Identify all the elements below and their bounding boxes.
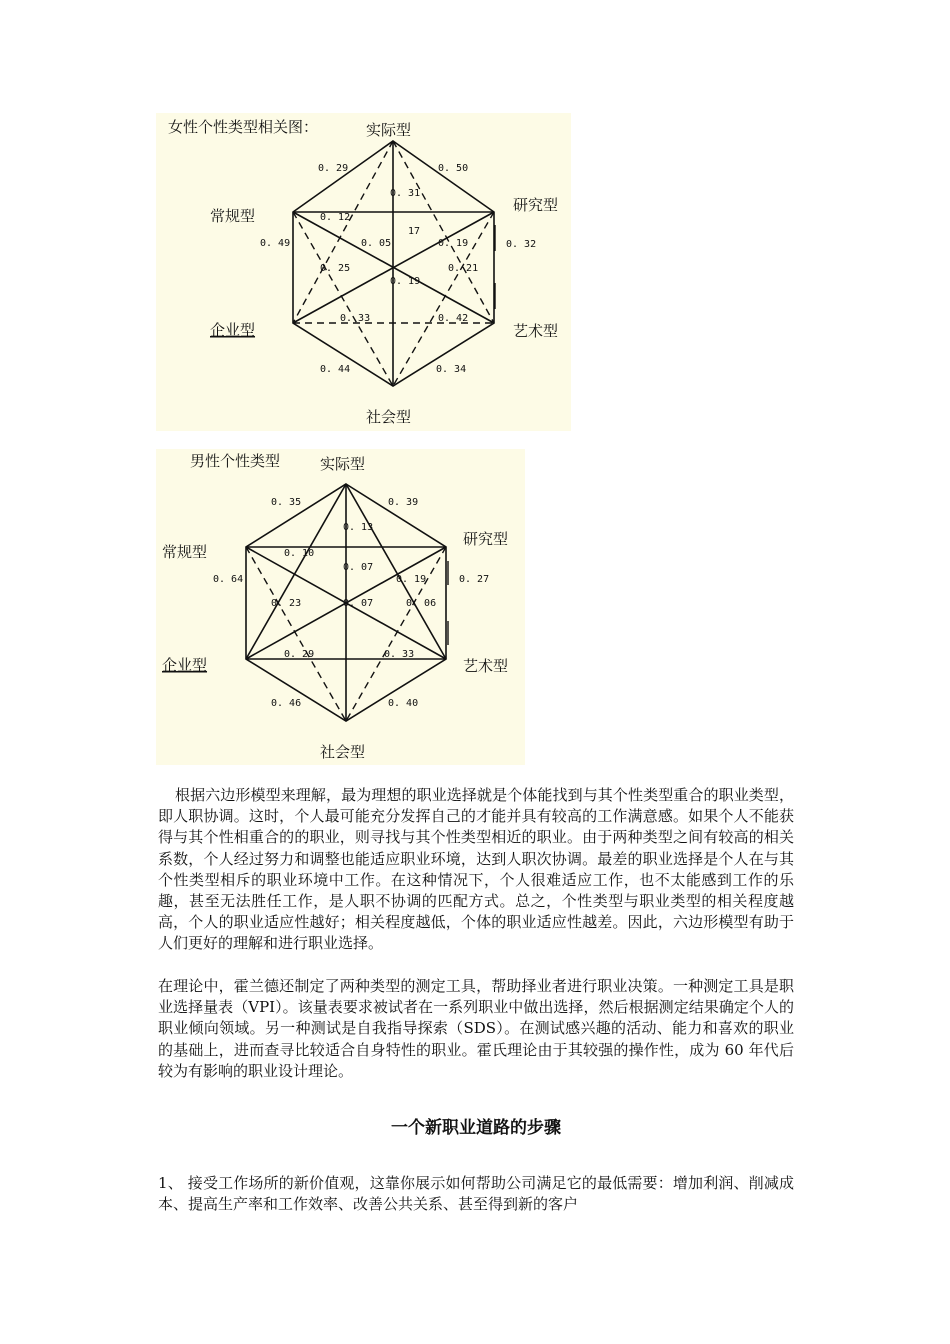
- female-corr-c-i: 0. 12: [320, 212, 351, 223]
- male-label-realistic: 实际型: [320, 455, 366, 473]
- male-label-social: 社会型: [320, 743, 366, 761]
- male-corr-e-r: 0. 23: [271, 598, 302, 609]
- section-heading: 一个新职业道路的步骤: [391, 1118, 561, 1138]
- female-corr-c-a: 0. 19: [438, 238, 469, 249]
- female-corr-e-c: 0. 49: [260, 238, 291, 249]
- list-item: 1、 接受工作场所的新价值观，这靠你展示如何帮助公司满足它的最低需要：增加利润、削减成本、提高生产率和工作效率、改善公共关系、甚至得到新的客户: [158, 1174, 794, 1214]
- female-corr-i-s: 0. 21: [448, 263, 479, 274]
- male-corr-a-s: 0. 40: [388, 698, 419, 709]
- female-label-realistic: 实际型: [366, 121, 412, 139]
- female-corr-i-a: 0. 32: [506, 239, 537, 250]
- female-label-artistic: 艺术型: [513, 322, 559, 340]
- paragraph-measurement-tools: 在理论中，霍兰德还制定了两种类型的测定工具，帮助择业者进行职业决策。一种测定工具是职业选择量表（VPI）。该量表要求被试者在一系列职业中做出选择，然后根据测定结果确定个人的职业倾向领域。另一种测试是自我指导探索（SDS）。在测试感兴趣的活动、能力和喜欢的职业的基础上，进而查寻比较适合自身特性的职业。霍氏理论由于其较强的操作性，成为 60 年代后较为有影响的职业设计理论。: [158, 977, 794, 1080]
- female-corr-s-e: 0. 44: [320, 364, 351, 375]
- male-corr-i-e: 0. 07: [343, 598, 374, 609]
- male-label-enterprising: 企业型: [162, 656, 208, 674]
- female-corr-c-r: 0. 29: [318, 163, 349, 174]
- male-corr-r-s: 0. 07: [343, 562, 374, 573]
- female-label-conventional: 常规型: [210, 207, 256, 225]
- male-corr-c-i: 0. 10: [284, 548, 315, 559]
- female-chart-title: 女性个性类型相关图：: [168, 118, 319, 136]
- female-label-investigative: 研究型: [513, 196, 559, 214]
- male-chart-title: 男性个性类型: [190, 452, 281, 470]
- male-corr-r-a: 0. 13: [343, 522, 374, 533]
- male-corr-r-i: 0. 39: [388, 497, 419, 508]
- male-corr-i-s: 0. 06: [406, 598, 437, 609]
- paragraph-hexagon-model: 根据六边形模型来理解，最为理想的职业选择就是个体能找到与其个性类型重合的职业类型，即人职协调。这时，个人最可能充分发挥自己的才能并具有较高的工作满意感。如果个人不能获得与其个性相重合的的职业，则寻找与其个性类型相近的职业。由于两种类型之间有较高的相关系数，个人经过努力和调整也能适应职业环境，达到人职次协调。最差的职业选择是个人在与其个性类型相斥的职业环境中工作。在这种情况下，个人很难适应工作，也不太能感到工作的乐趣，甚至无法胜任工作，是人职不协调的匹配方式。总之，个性类型与职业类型的相关程度越高，个人的职业适应性越好；相关程度越低，个体的职业适应性越差。因此，六边形模型有助于人们更好的理解和进行职业选择。: [158, 786, 794, 953]
- male-corr-c-s: 0. 33: [384, 649, 415, 660]
- female-corr-r-s: 17: [408, 226, 421, 237]
- male-label-investigative: 研究型: [463, 530, 509, 548]
- male-hexagon-svg: [156, 449, 525, 765]
- male-corr-e-a: 0. 29: [284, 649, 315, 660]
- female-corr-e-r: 0. 25: [320, 263, 351, 274]
- female-corr-c-s: 0. 19: [390, 276, 421, 287]
- male-corr-c-r: 0. 35: [271, 497, 302, 508]
- female-personality-chart: [156, 113, 571, 431]
- female-label-enterprising: 企业型: [210, 321, 256, 339]
- female-corr-a-s: 0. 34: [436, 364, 467, 375]
- female-corr-a-e-inner: 0. 42: [438, 313, 469, 324]
- female-corr-r-a: 0. 31: [390, 188, 421, 199]
- female-corr-e-a: 0. 33: [340, 313, 371, 324]
- female-corr-r-i: 0. 50: [438, 163, 469, 174]
- male-corr-e-c: 0. 64: [213, 574, 244, 585]
- male-corr-c-a: 0. 19: [396, 574, 427, 585]
- male-personality-chart: [156, 449, 525, 765]
- female-corr-i-e: 0. 05: [361, 238, 392, 249]
- male-label-artistic: 艺术型: [463, 657, 509, 675]
- male-corr-i-a: 0. 27: [459, 574, 490, 585]
- female-label-social: 社会型: [366, 408, 412, 426]
- male-corr-s-e: 0. 46: [271, 698, 302, 709]
- female-hexagon-svg: [156, 113, 571, 431]
- male-label-conventional: 常规型: [162, 543, 208, 561]
